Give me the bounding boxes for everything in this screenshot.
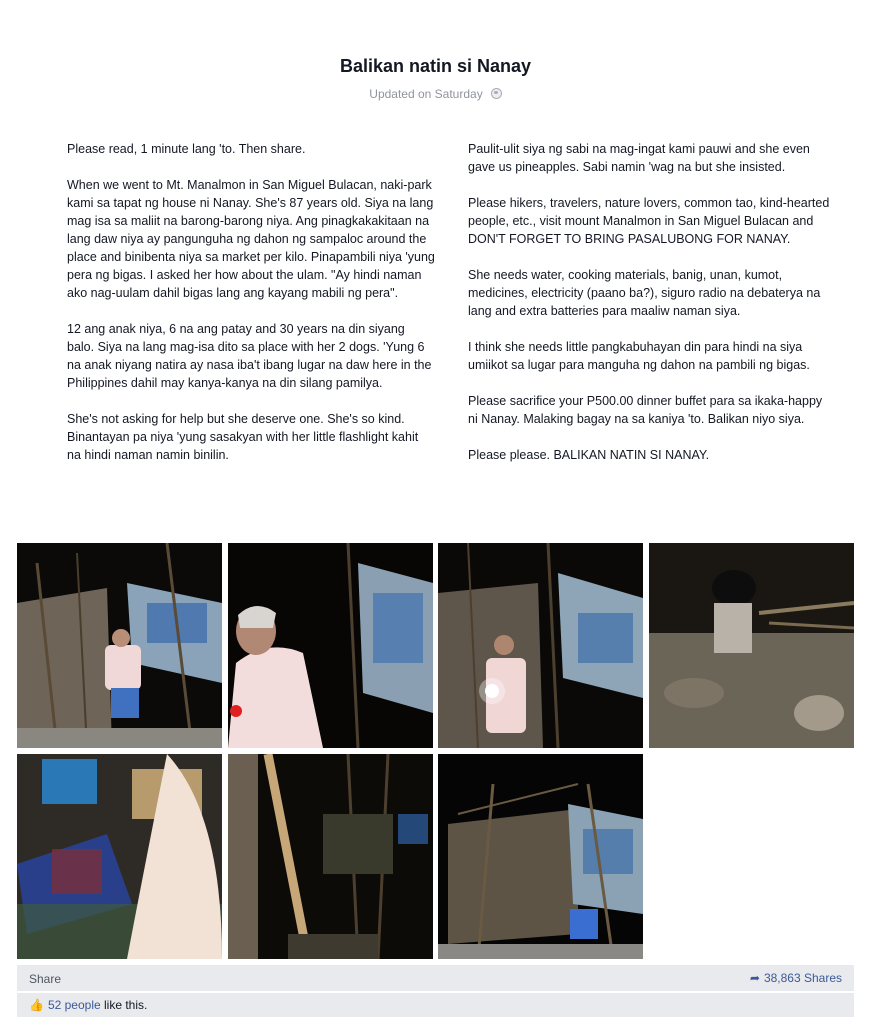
photo-7[interactable] [438,754,643,959]
paragraph: Paulit-ulit siya ng sabi na mag-ingat kami pauwi and she even gave us pineapples. Sabi namin 'wag na but she insisted. [468,142,810,174]
photo-5-image [17,754,222,959]
likes-suffix: like this. [100,998,148,1012]
photo-6-image [228,754,433,959]
photo-5[interactable] [17,754,222,959]
share-count-text: 38,863 Shares [763,971,842,985]
updated-line [0,86,871,102]
likes-summary [29,998,147,1012]
thumbs-up-icon[interactable]: 👍 [29,998,44,1012]
note-body-right-column [468,140,833,482]
updated-text: Updated on Saturday [369,87,483,101]
photo-3[interactable] [438,543,643,748]
paragraph: When we went to Mt. Manalmon in San Miguel Bulacan, naki-park kami sa tapat ng house ni Nanay. She's 87 years old. Siya na lang mag isa sa maliit na barong-barong niya. Ang pinagkakakitaan na lang daw niya ay pangunguha ng dahon ng sampaloc around the place and binibenta niya sa market per kilo. Pinapambili niya 'yung pera ng bigas. I asked her how about the ulam. "Ay hindi naman ako nag-uulam dahil bigas lang ang kayang mabili ng pera". [67,178,435,300]
photo-2-image [228,543,433,748]
photo-4[interactable] [649,543,854,748]
paragraph: She needs water, cooking materials, banig, unan, kumot, medicines, electricity (paano ba?), siguro radio na debaterya na lang and extra batteries para maaliw naman siya. [468,268,821,318]
photo-4-image [649,543,854,748]
share-count-link[interactable] [750,971,842,985]
photo-7-image [438,754,643,959]
share-button[interactable]: Share [29,972,62,986]
paragraph: Please read, 1 minute lang 'to. Then share. [67,142,306,156]
photo-1[interactable] [17,543,222,748]
likes-people-link[interactable]: 52 people [47,998,101,1012]
share-bar [17,965,854,991]
photo-3-image [438,543,643,748]
note-title: Balikan natin si Nanay [339,56,532,76]
note-header [0,54,871,102]
paragraph: She's not asking for help but she deserve one. She's so kind. Binantayan pa niya 'yung sasakyan with her little flashlight kahit na hindi naman namin binilin. [67,412,419,462]
paragraph: Please sacrifice your P500.00 dinner buffet para sa ikaka-happy ni Nanay. Malaking bagay na sa kaniya 'to. Balikan niyo siya. [468,394,823,426]
photo-2[interactable] [228,543,433,748]
paragraph: Please please. BALIKAN NATIN SI NANAY. [468,448,710,462]
likes-bar [17,993,854,1017]
paragraph: Please hikers, travelers, nature lovers, common tao, kind-hearted people, etc., visit mount Manalmon in San Miguel Bulacan and DON'T FORGET TO BRING PASALUBONG FOR NANAY. [468,196,830,246]
share-arrow-icon: ➦ [749,971,760,985]
photo-6[interactable] [228,754,433,959]
globe-icon[interactable] [491,88,502,99]
paragraph: 12 ang anak niya, 6 na ang patay and 30 years na din siyang balo. Siya na lang mag-isa dito sa place with her 2 dogs. 'Yung 6 na anak niyang natira ay nasa iba't ibang lugar na daw here in the Philippines dahil may kanya-kanya na din silang pamilya. [67,322,432,390]
note-body-left-column [67,140,435,482]
paragraph: I think she needs little pangkabuhayan din para hindi na siya umiikot sa lugar para manguha ng dahon na pambili ng bigas. [468,340,810,372]
photo-1-image [17,543,222,748]
